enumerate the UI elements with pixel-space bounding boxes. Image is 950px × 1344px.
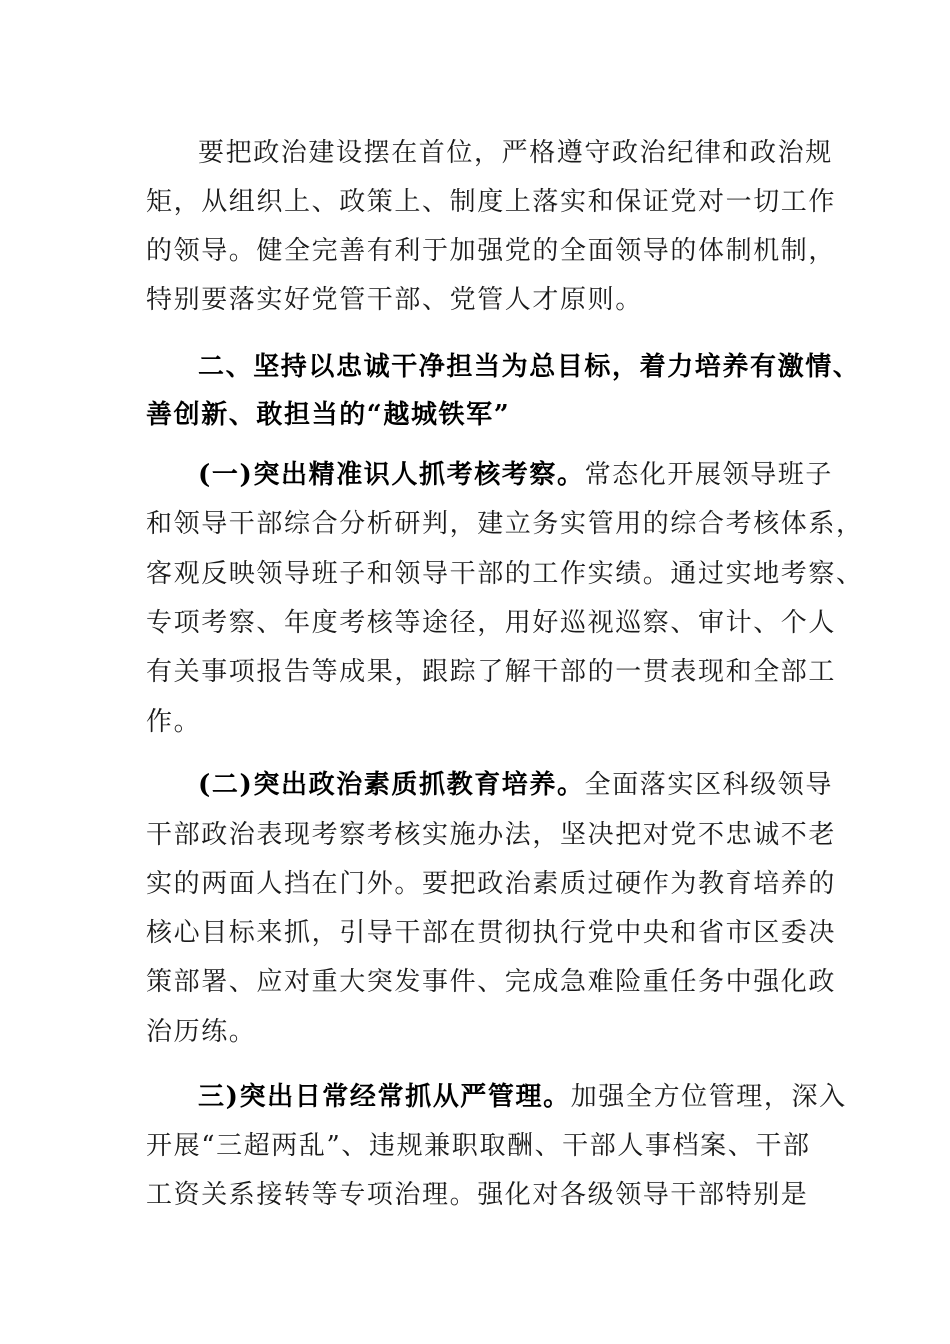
subsection-first-line — [198, 1082, 847, 1112]
subsection-text: 常态化开展领导班子 — [584, 460, 834, 490]
subsection-title: 三)突出日常经常抓从严管理。 — [198, 1082, 571, 1112]
paragraph-line: 核心目标来抓，引导干部在贯彻执行党中央和省市区委决 — [146, 918, 837, 948]
paragraph-line: 干部政治表现考察考核实施办法，坚决把对党不忠诚不老 — [146, 820, 837, 850]
paragraph-line: 的领导。健全完善有利于加强党的全面领导的体制机制， — [146, 236, 837, 266]
paragraph-line: 矩，从组织上、政策上、制度上落实和保证党对一切工作 — [146, 187, 837, 217]
subsection-text: 全面落实区科级领导 — [584, 770, 834, 800]
paragraph-line: 开展“三超两乱”、违规兼职取酬、干部人事档案、干部 — [146, 1131, 811, 1161]
subsection-title: (一)突出精准识人抓考核考察。 — [198, 460, 585, 490]
paragraph-line: 作。 — [146, 707, 202, 737]
paragraph-line: 有关事项报告等成果，跟踪了解干部的一贯表现和全部工 — [146, 657, 837, 687]
section-heading: 善创新、敢担当的“越城铁军” — [146, 400, 511, 430]
paragraph-line: 治历练。 — [146, 1017, 257, 1047]
subsection-title: (二)突出政治素质抓教育培养。 — [198, 770, 585, 800]
paragraph-line: 工资关系接转等专项治理。强化对各级领导干部特别是 — [146, 1180, 809, 1210]
paragraph-line: 策部署、应对重大突发事件、完成急难险重任务中强化政 — [146, 967, 837, 997]
section-heading: 二、坚持以忠诚干净担当为总目标，着力培养有激情、 — [198, 352, 861, 382]
paragraph-line: 特别要落实好党管干部、党管人才原则。 — [146, 285, 643, 315]
paragraph-line: 要把政治建设摆在首位，严格遵守政治纪律和政治规 — [198, 138, 833, 168]
subsection-text: 加强全方位管理，深入 — [570, 1082, 847, 1112]
subsection-first-line — [198, 460, 833, 490]
paragraph-line: 客观反映领导班子和领导干部的工作实绩。通过实地考察、 — [146, 559, 864, 589]
paragraph-line: 实的两面人挡在门外。要把政治素质过硬作为教育培养的 — [146, 869, 837, 899]
paragraph-line: 和领导干部综合分析研判，建立务实管用的综合考核体系， — [146, 509, 864, 539]
subsection-first-line — [198, 770, 833, 800]
paragraph-line: 专项考察、年度考核等途径，用好巡视巡察、审计、个人 — [146, 608, 837, 638]
